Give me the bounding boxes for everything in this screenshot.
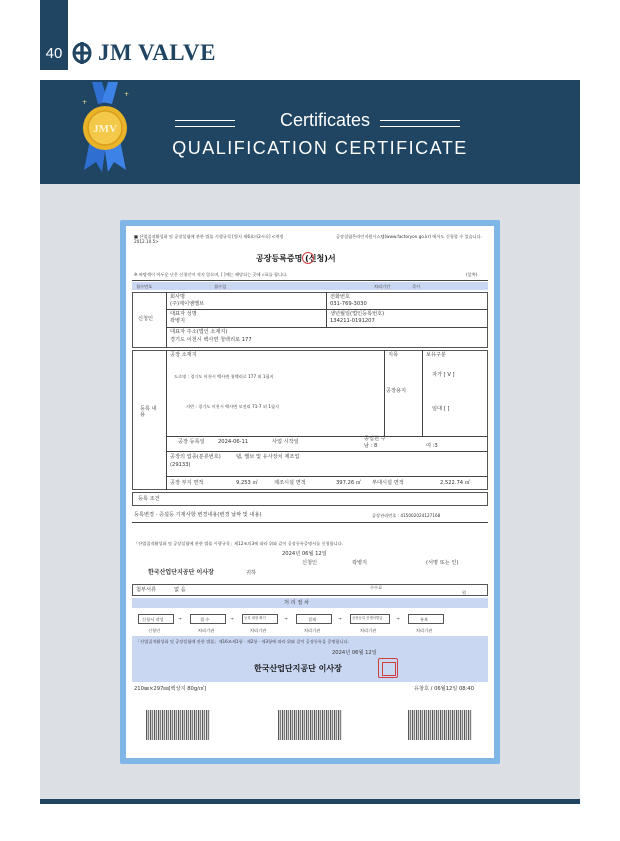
document-title: 공장등록증명 (신청)서 <box>256 254 336 263</box>
certificate-panel <box>40 80 580 804</box>
rep-addr-label: 대표자 주소(법인 소재지) <box>170 329 228 335</box>
phone-label: 전화번호 <box>330 294 351 300</box>
phone-value: 031-769-3030 <box>330 301 367 307</box>
mfg-area-value: 397.26 ㎡ <box>336 480 361 486</box>
security-barcode-1 <box>146 710 210 740</box>
certificate-document: ■ 산업집적활성화 및 공장설립에 관한 법률 시행규칙 [별지 제6호의2서식] <개정 2012.10.5> 공장설립온라인지원시스템(www.factoryon.go.kr) 에서도 신청할 수 있습니다. 공장등록증명 (신청)서 ※ 바탕색이 어두운 난은 신청인이 적지 않으며, [ ]에는 해당되는 곳에 √표를 합니다. (앞쪽) 접수번호 접수일 처리기간 즉시 신청인 회사명 (주)제이엠밸브 전화번호 031-769-3030 대표자 성명 곽병지 생년월일(법인등록번호) 134211-0191207 대표자 주소(법인 소재지) 경기도 이천시 백사면 청백리로 177 등록 내용 공장 소재지 도로명 : 경기도 이천시 백사면 청백리로 177 외 1필지 지번 : 경기도 이천시 백사면 모전리 71-7 외 1필지 지목 공장용지 보유구분 자가 [ V ] 임대 [ ] 공장 등록일 2024-06-11 사업 시작일 종업원 수 남 : 8 여 :3 공장의 업종(분류번호) 탭, 밸브 및 유사장치 제조업 (29133) 공장 부지 면적 9,253 ㎡ 제조시설 면적 397.26 ㎡ 부대시설 면적 2,522.74 ㎡ 등록 조건 등록변경 · 증설등 기재사항 변경내용(변경 날짜 및 내용) 공장관리번호 : 415002024127168 「산업집적활성화 및 공장설립에 관한 법률 시행규칙」제12조의3에 따라 위와 같이 공장등록증명서를 신청합니다. 2024년 06월 12일 신청인 곽병지 (서명 또는 인) 한국산업단지공단 이사장 귀하 첨부서류 없 음 수수료 원 처 리 절 차 신청서 작성 신청인 → 접 수 처리기관 → 등록 대장 확인 처리기관 → 결재 처리기관 → 공장등록 증명서발급 처리기관 → 통보 처리기관 「산업집적활성화 및 공장설립에 관한 법률」제16조제1항 · 제2항 · 제3항에 따라 위와 같이 공장등록을 증명합니다. 2024년 06월 12일 한국산업단지공단 이사장 210㎜×297㎜[백상지 80g/㎡] 유창호 / 06월12일 08:40 <box>126 226 494 758</box>
banner-title: Certificates <box>279 110 371 130</box>
application-statement: 「산업집적활성화 및 공장설립에 관한 법률 시행규칙」제12조의3에 따라 위와 같이 공장등록증명서를 신청합니다. <box>134 541 343 546</box>
security-barcode-3 <box>408 710 472 740</box>
applicant-sig-name: 곽병지 <box>352 560 368 566</box>
company-value: (주)제이엠밸브 <box>170 301 205 307</box>
factory-location-label: 공장 소재지 <box>170 352 197 358</box>
land-type-value: 공장용지 <box>386 388 407 394</box>
step-3: 등록 대장 확인 <box>244 616 266 620</box>
svg-text:+: + <box>82 99 88 106</box>
paper-size: 210㎜×297㎜[백상지 80g/㎡] <box>134 686 207 692</box>
industry-label: 공장의 업종(분류번호) <box>170 454 221 460</box>
step-4: 결재 <box>308 617 317 622</box>
own-checkbox: 자가 [ V ] <box>432 372 455 378</box>
conditions-row <box>132 492 488 506</box>
certificate-banner <box>40 80 580 184</box>
mfg-area-label: 제조시설 면적 <box>274 480 306 486</box>
attachment-value: 없 음 <box>174 587 186 593</box>
fee-label: 수수료 <box>370 585 383 590</box>
applicant-sig-label: 신청인 <box>302 560 318 566</box>
issuer: 한국산업단지공단 이사장 <box>254 664 342 673</box>
birth-label: 생년월일(법인등록번호) <box>330 311 385 317</box>
brand-logo <box>72 38 216 68</box>
fee-unit: 원 <box>462 590 467 595</box>
management-number: 공장관리번호 : 415002024127168 <box>372 513 441 518</box>
employees-male: 남 : 8 <box>364 443 378 449</box>
step-2: 접 수 <box>200 617 210 622</box>
rep-value: 곽병지 <box>170 318 186 324</box>
rent-checkbox: 임대 [ ] <box>432 406 450 412</box>
lot-address: 지번 : 경기도 이천시 백사면 모전리 71-7 외 1필지 <box>186 404 279 409</box>
notice-text: ※ 바탕색이 어두운 난은 신청인이 적지 않으며, [ ]에는 해당되는 곳에 √표를 합니다. <box>134 272 288 277</box>
panel-bottom-rule <box>40 799 580 804</box>
aux-area-value: 2,522.74 ㎡ <box>440 480 470 486</box>
aux-area-label: 부대시설 면적 <box>372 480 404 486</box>
law-reference: ■ 산업집적활성화 및 공장설립에 관한 법률 시행규칙 [별지 제6호의2서식] <개정 2012.10.5> <box>134 234 284 245</box>
certification-statement: 「산업집적활성화 및 공장설립에 관한 법률」제16조제1항 · 제2항 · 제3항에 따라 위와 같이 공장등록을 증명합니다. <box>136 639 349 644</box>
receipt-date-label: 접수일 <box>214 284 227 289</box>
brand-name: JM VALVE <box>98 40 216 65</box>
land-type-label: 지목 <box>388 352 399 358</box>
process-title: 처 리 절 차 <box>284 600 309 606</box>
applicant-label: 신청인 <box>138 316 154 322</box>
svg-text:+: + <box>124 91 130 98</box>
step-owner-3: 처리기관 <box>250 628 267 633</box>
processing-label: 처리기간 <box>374 284 391 289</box>
valve-logo-icon <box>72 42 92 64</box>
title-rule-right <box>380 120 460 121</box>
certificate-frame <box>120 220 500 764</box>
process-header <box>132 598 488 608</box>
application-date: 2024년 06월 12일 <box>282 551 327 557</box>
step-owner-1: 신청인 <box>148 628 161 633</box>
title-stamp-icon <box>302 252 314 264</box>
sign-note: (서명 또는 인) <box>426 560 459 566</box>
company-label: 회사명 <box>170 294 186 300</box>
step-owner-6: 처리기관 <box>416 628 433 633</box>
change-label: 등록변경 · 증설등 기재사항 변경내용(변경 날짜 및 내용) <box>134 512 262 518</box>
site-area-value: 9,253 ㎡ <box>236 480 258 486</box>
medal-icon <box>74 82 136 174</box>
step-6: 통보 <box>420 617 429 622</box>
step-1: 신청서 작성 <box>142 617 164 622</box>
industry-code: (29133) <box>170 462 191 468</box>
page-mark: (앞쪽) <box>466 272 478 277</box>
official-seal-icon <box>378 658 398 678</box>
step-owner-5: 처리기관 <box>360 628 377 633</box>
attachment-label: 첨부서류 <box>136 587 157 593</box>
processing-value: 즉시 <box>412 284 421 289</box>
biz-start-label: 사업 시작일 <box>272 439 299 445</box>
step-owner-4: 처리기관 <box>304 628 321 633</box>
reg-date-value: 2024-06-11 <box>218 439 249 445</box>
recipient-suffix: 귀하 <box>246 570 257 576</box>
birth-value: 134211-0191207 <box>330 318 375 324</box>
employees-female: 여 :3 <box>426 443 438 449</box>
issued-by: 유창호 / 06월12일 08:40 <box>414 686 474 692</box>
road-address: 도로명 : 경기도 이천시 백사면 청백리로 177 외 1필지 <box>174 374 274 379</box>
svg-text:JMV: JMV <box>93 123 117 135</box>
rep-label: 대표자 성명 <box>170 311 197 317</box>
rep-addr-value: 경기도 이천시 백사면 청백리로 177 <box>170 337 252 343</box>
reg-date-label: 공장 등록일 <box>178 439 205 445</box>
step-owner-2: 처리기관 <box>198 628 215 633</box>
industry-value: 탭, 밸브 및 유사장치 제조업 <box>236 454 300 460</box>
page-number: 40 <box>40 40 68 68</box>
title-rule-right-2 <box>380 126 460 127</box>
registration-section <box>132 350 488 490</box>
employees-label: 종업원 수 <box>364 436 386 442</box>
certification-date: 2024년 06월 12일 <box>332 650 377 656</box>
site-reference: 공장설립온라인지원시스템(www.factoryon.go.kr) 에서도 신청할 수 있습니다. <box>336 234 483 239</box>
step-5: 공장등록 증명서발급 <box>352 616 383 620</box>
site-area-label: 공장 부지 면적 <box>170 480 204 486</box>
recipient: 한국산업단지공단 이사장 <box>148 569 214 576</box>
receipt-row <box>132 282 488 290</box>
security-barcode-2 <box>278 710 342 740</box>
receipt-no-label: 접수번호 <box>136 284 153 289</box>
ownership-label: 보유구분 <box>426 352 447 358</box>
registration-label: 등록 내용 <box>140 406 157 419</box>
conditions-label: 등록 조건 <box>138 496 160 502</box>
banner-subtitle: QUALIFICATION CERTIFICATE <box>172 138 468 158</box>
